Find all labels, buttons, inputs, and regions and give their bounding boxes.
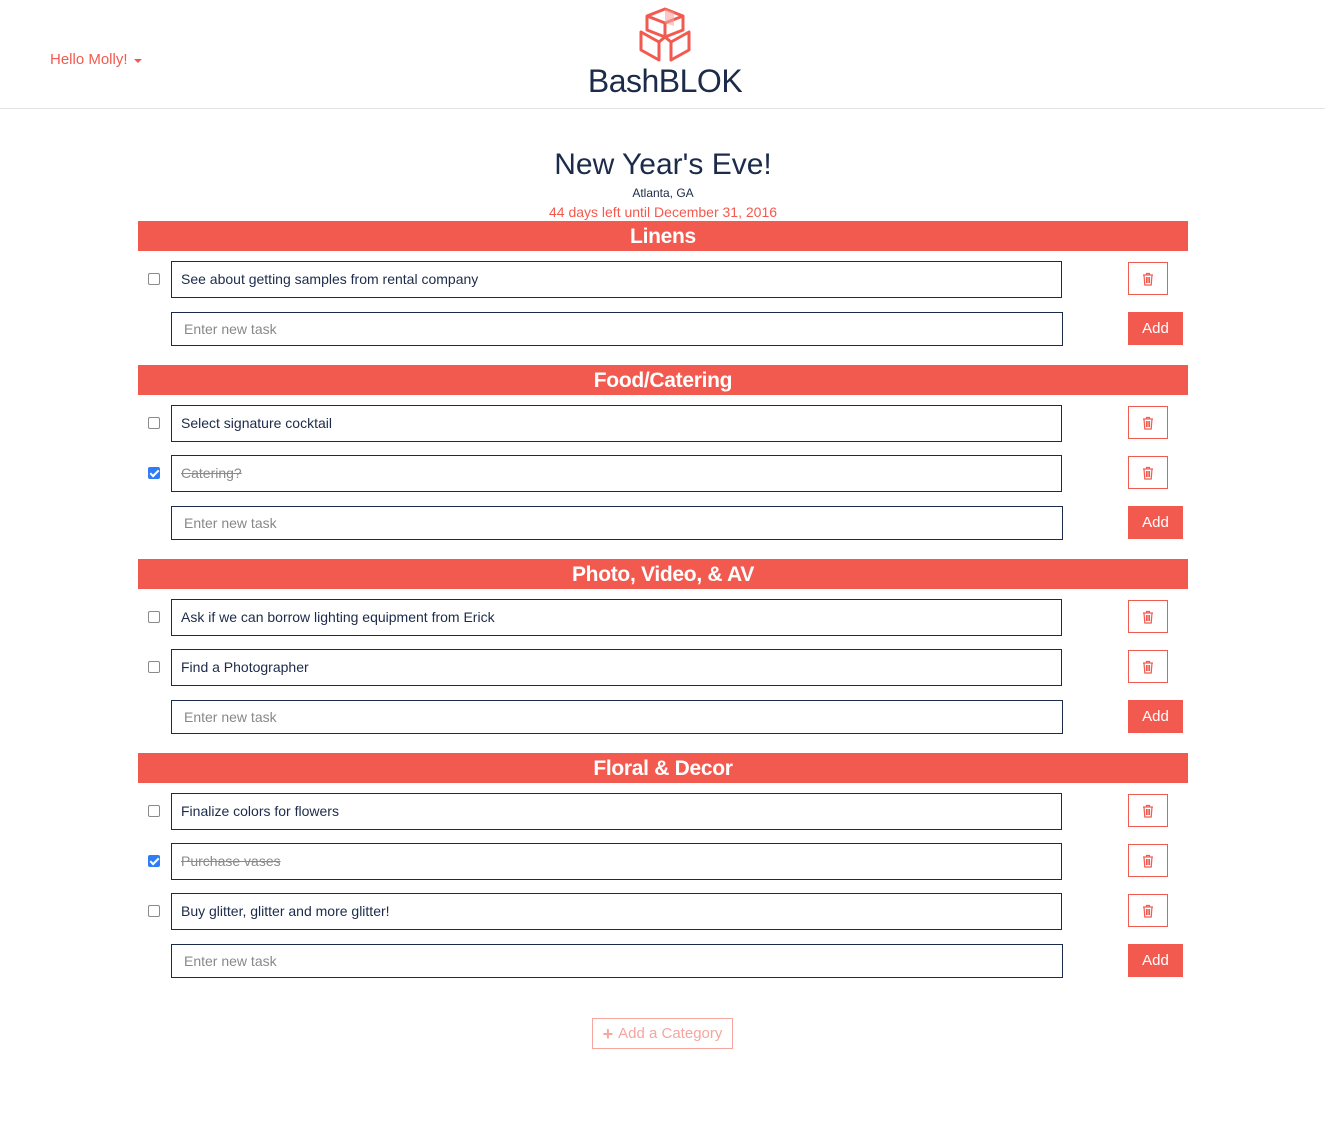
new-task-input[interactable] — [171, 700, 1063, 734]
category-header: Food/Catering — [138, 365, 1188, 395]
task-text[interactable]: See about getting samples from rental company — [171, 261, 1062, 298]
task-row — [138, 445, 1188, 495]
task-text[interactable]: Purchase vases — [171, 843, 1062, 880]
task-checkbox[interactable] — [148, 417, 160, 429]
delete-task-button[interactable] — [1128, 456, 1168, 489]
category-header: Photo, Video, & AV — [138, 559, 1188, 589]
new-task-row — [138, 301, 1188, 353]
task-checkbox-checked[interactable] — [148, 467, 160, 479]
box-logo-icon — [635, 6, 695, 64]
task-row — [138, 395, 1188, 445]
task-text[interactable]: Catering? — [171, 455, 1062, 492]
new-task-row — [138, 933, 1188, 985]
category-header: Floral & Decor — [138, 753, 1188, 783]
logo-text-blok: BLOK — [658, 63, 743, 99]
category-photo-video-av — [138, 559, 1188, 741]
user-menu-dropdown[interactable] — [50, 51, 142, 68]
caret-down-icon — [134, 59, 142, 63]
trash-icon — [1142, 904, 1154, 918]
plus-icon: + — [602, 1023, 614, 1044]
trash-icon — [1142, 804, 1154, 818]
task-checkbox-checked[interactable] — [148, 855, 160, 867]
delete-task-button[interactable] — [1128, 844, 1168, 877]
delete-task-button[interactable] — [1128, 600, 1168, 633]
event-location: Atlanta, GA — [632, 186, 694, 200]
new-task-input[interactable] — [171, 506, 1063, 540]
new-task-input[interactable] — [171, 944, 1063, 978]
task-row — [138, 833, 1188, 883]
trash-icon — [1142, 416, 1154, 430]
add-task-button[interactable]: Add — [1128, 506, 1183, 539]
task-row — [138, 783, 1188, 833]
task-row — [138, 883, 1188, 933]
task-checkbox[interactable] — [148, 805, 160, 817]
delete-task-button[interactable] — [1128, 794, 1168, 827]
category-floral-decor — [138, 753, 1188, 985]
category-header: Linens — [138, 221, 1188, 251]
task-text[interactable]: Ask if we can borrow lighting equipment from Erick — [171, 599, 1062, 636]
event-countdown: 44 days left until December 31, 2016 — [548, 204, 778, 220]
task-row — [138, 251, 1188, 301]
logo-text-bash: Bash — [587, 63, 659, 99]
bashblok-logo[interactable] — [585, 6, 745, 104]
trash-icon — [1142, 466, 1154, 480]
add-category-button[interactable] — [592, 1018, 733, 1049]
trash-icon — [1142, 610, 1154, 624]
user-greeting: Hello Molly! — [50, 51, 128, 68]
new-task-row — [138, 495, 1188, 547]
delete-task-button[interactable] — [1128, 406, 1168, 439]
task-checkbox[interactable] — [148, 905, 160, 917]
navbar — [0, 0, 1325, 109]
task-text[interactable]: Finalize colors for flowers — [171, 793, 1062, 830]
trash-icon — [1142, 854, 1154, 868]
category-food-catering — [138, 365, 1188, 547]
logo-text — [585, 64, 745, 98]
delete-task-button[interactable] — [1128, 894, 1168, 927]
event-title: New Year's Eve! — [554, 148, 772, 181]
task-row — [138, 639, 1188, 689]
new-task-input[interactable] — [171, 312, 1063, 346]
add-category-label: Add a Category — [618, 1025, 723, 1042]
task-text[interactable]: Select signature cocktail — [171, 405, 1062, 442]
task-text[interactable]: Buy glitter, glitter and more glitter! — [171, 893, 1062, 930]
task-row — [138, 589, 1188, 639]
trash-icon — [1142, 272, 1154, 286]
task-text[interactable]: Find a Photographer — [171, 649, 1062, 686]
task-checkbox[interactable] — [148, 661, 160, 673]
add-task-button[interactable]: Add — [1128, 312, 1183, 345]
task-checkbox[interactable] — [148, 611, 160, 623]
task-checkbox[interactable] — [148, 273, 160, 285]
category-linens — [138, 221, 1188, 353]
trash-icon — [1142, 660, 1154, 674]
event-header — [138, 146, 1188, 221]
add-task-button[interactable]: Add — [1128, 700, 1183, 733]
delete-task-button[interactable] — [1128, 650, 1168, 683]
delete-task-button[interactable] — [1128, 262, 1168, 295]
add-task-button[interactable]: Add — [1128, 944, 1183, 977]
new-task-row — [138, 689, 1188, 741]
